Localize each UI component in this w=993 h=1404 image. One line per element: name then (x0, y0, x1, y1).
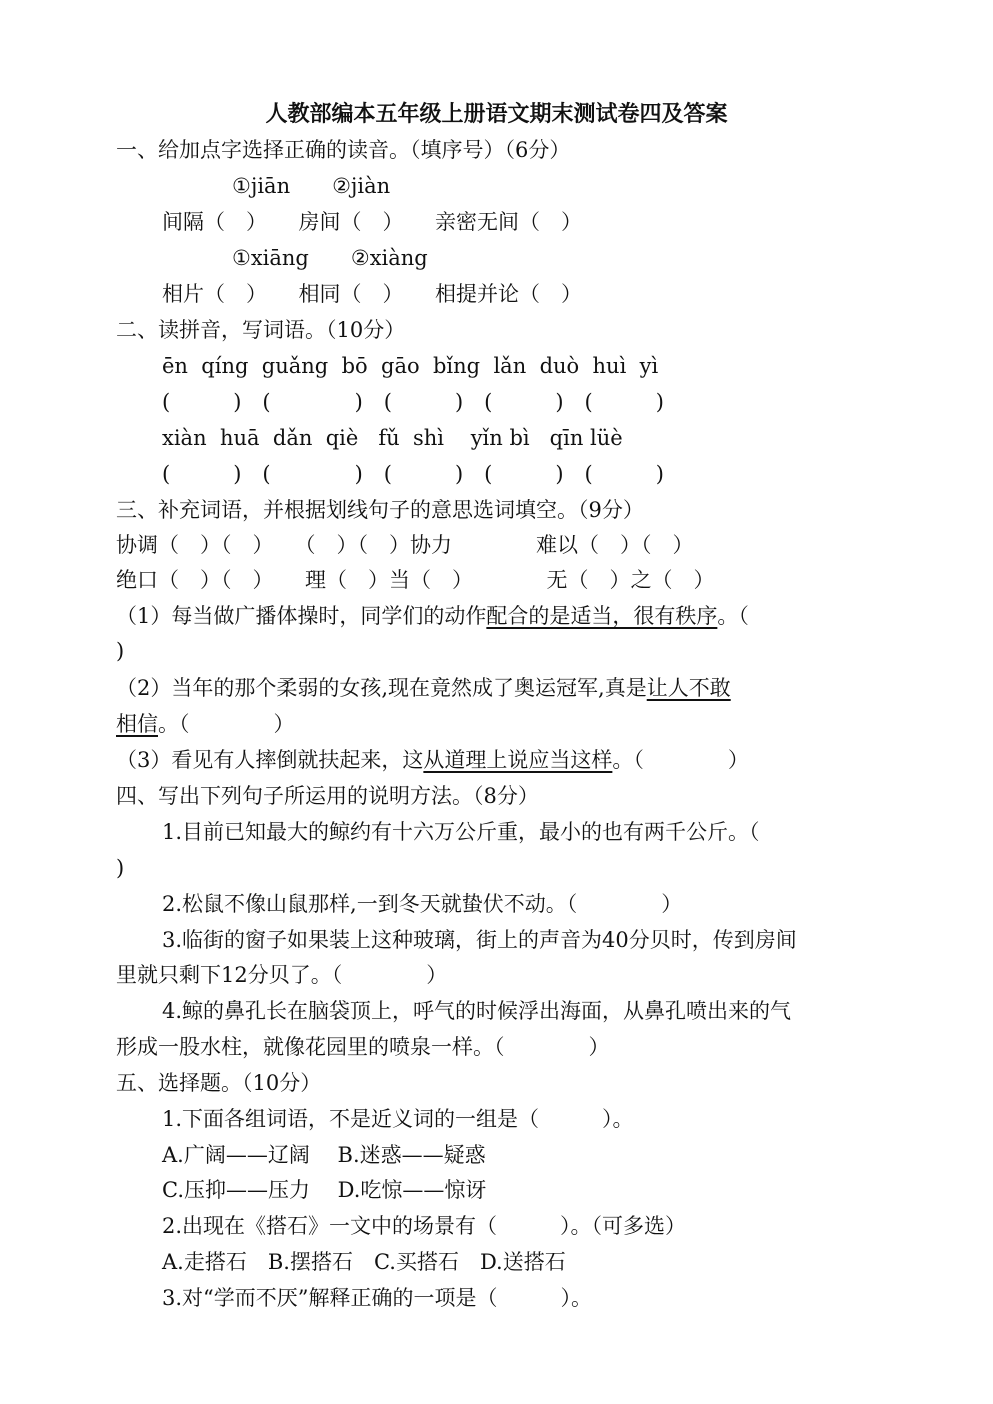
sentence-3-underlined: 从道理上说应当这样 (423, 748, 613, 772)
sentence-3-end: 。（ ） (612, 748, 749, 772)
sentence-2-underlined-b: 相信 (116, 712, 158, 736)
blank-line-2: ( ) ( ) ( ) ( ) ( ) (162, 462, 664, 486)
section-2-heading: 二、读拼音，写词语。（10分） (116, 318, 406, 342)
sentence-3-text: （3）看见有人摔倒就扶起来，这 (116, 748, 424, 772)
sentence-question-1 (116, 598, 749, 634)
method-question-3-line-a: 3.临街的窗子如果装上这种玻璃，街上的声音为40分贝时，传到房间 (162, 928, 797, 952)
sentence-1-continuation: ) (116, 639, 125, 663)
method-question-2: 2.松鼠不像山鼠那样,一到冬天就蛰伏不动。（ ） (162, 892, 683, 916)
sentence-1-text: （1）每当做广播体操时，同学们的动作 (116, 604, 487, 628)
word-fill-row-2: 绝口（ ）（ ） 理（ ）当（ ） 无（ ）之（ ） (116, 568, 715, 592)
sentence-1-underlined: 配合的是适当，很有秩序 (486, 604, 718, 628)
pinyin-line-2: xiàn huā dǎn qiè fǔ shì yǐn bì qīn lüè (162, 426, 623, 450)
choice-question-2: 2.出现在《搭石》一文中的场景有（ ）。（可多选） (162, 1214, 687, 1238)
page-title: 人教部编本五年级上册语文期末测试卷四及答案 (265, 101, 728, 127)
choice-question-2-options: A.走搭石 B.摆搭石 C.买搭石 D.送搭石 (162, 1250, 566, 1274)
section-4-heading: 四、写出下列句子所运用的说明方法。（8分） (116, 784, 539, 808)
section-5-heading: 五、选择题。（10分） (116, 1071, 322, 1095)
choice-question-3: 3.对“学而不厌”解释正确的一项是（ ）。 (162, 1286, 593, 1310)
method-question-3-line-b: 里就只剩下12分贝了。（ ） (116, 963, 448, 987)
sentence-1-end: 。（ (717, 604, 749, 628)
sentence-2-underlined-a: 让人不敢 (646, 676, 731, 700)
method-question-4-line-a: 4.鲸的鼻孔长在脑袋顶上，呼气的时候浮出海面，从鼻孔喷出来的气 (162, 999, 792, 1023)
question-row-xiang: 相片（ ） 相同（ ） 相提并论（ ） (162, 282, 582, 306)
choice-question-1-options-ab: A.广阔——辽阔 B.迷惑——疑惑 (162, 1143, 486, 1167)
pinyin-line-1: ēn qíng guǎng bō gāo bǐng lǎn duò huì yì (162, 354, 659, 378)
choice-question-1: 1.下面各组词语，不是近义词的一组是（ ）。 (162, 1107, 634, 1131)
pinyin-options-jian: ①jiān ②jiàn (232, 174, 391, 198)
question-row-jian: 间隔（ ） 房间（ ） 亲密无间（ ） (162, 210, 582, 234)
blank-line-1: ( ) ( ) ( ) ( ) ( ) (162, 390, 664, 414)
section-3-heading: 三、补充词语，并根据划线句子的意思选词填空。（9分） (116, 498, 644, 522)
sentence-2-text: （2）当年的那个柔弱的女孩,现在竟然成了奥运冠军,真是 (116, 676, 647, 700)
method-question-1: 1.目前已知最大的鲸约有十六万公斤重，最小的也有两千公斤。（ (162, 820, 760, 844)
sentence-2-end: 。（ ） (158, 712, 295, 736)
pinyin-options-xiang: ①xiāng ②xiàng (232, 246, 428, 270)
sentence-question-3 (116, 742, 749, 778)
section-1-heading: 一、给加点字选择正确的读音。（填序号）（6分） (116, 138, 571, 162)
word-fill-row-1: 协调（ ）（ ） （ ）（ ）协力 难以（ ）（ ） (116, 533, 694, 557)
sentence-question-2 (116, 670, 731, 706)
choice-question-1-options-cd: C.压抑——压力 D.吃惊——惊讶 (162, 1178, 487, 1202)
method-question-1-continuation: ) (116, 856, 125, 880)
sentence-2-continuation (116, 706, 295, 742)
method-question-4-line-b: 形成一股水柱，就像花园里的喷泉一样。（ ） (116, 1035, 610, 1059)
